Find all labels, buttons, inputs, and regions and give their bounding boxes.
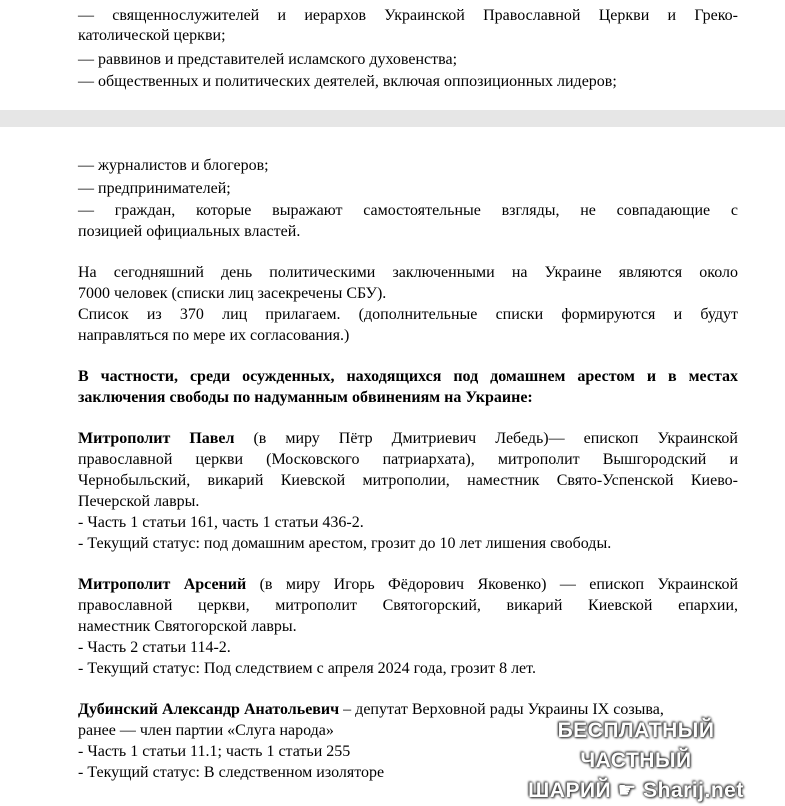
document-page-bottom <box>0 127 785 800</box>
section-heading: заключения свободы по надуманным обвинениям на Украине: <box>78 389 533 406</box>
page-separator <box>0 110 785 127</box>
paragraph-line: 7000 человек (списки лиц засекречены СБУ). <box>78 285 387 302</box>
entry-line: наместник Святогорской лавры. <box>78 618 297 635</box>
list-item: — общественных и политических деятелей, включая оппозиционных лидеров; <box>78 73 617 90</box>
entry-description: (в миру Пётр Дмитриевич Лебедь)— епископ Украинской <box>234 430 738 447</box>
entry-name: Дубинский Александр Анатольевич <box>78 701 340 718</box>
entry-line: - Текущий статус: Под следствием с апреля 2024 года, грозит 8 лет. <box>78 660 536 677</box>
list-item: — раввинов и представителей исламского духовенства; <box>78 51 458 68</box>
entry-name: Митрополит Арсений <box>78 576 247 593</box>
watermark-line: БЕСПЛАТНЫЙ ЧАСТНЫЙ <box>557 719 715 772</box>
entry-2-header <box>78 575 738 595</box>
list-item-continuation: позицией официальных властей. <box>78 223 301 240</box>
paragraph-line: На сегодняшний день политическими заключенными на Украине являются около <box>78 264 738 281</box>
list-item: — журналистов и блогеров; <box>78 157 269 174</box>
entry-description: (в миру Игорь Фёдорович Яковенко) — епископ Украинской <box>246 576 739 593</box>
list-item: — священнослужителей и иерархов Украинской Православной Церкви и Греко- <box>78 7 738 24</box>
entry-description: – депутат Верховной рады Украины IX созыва, <box>339 701 664 718</box>
watermark-line: ШАРИЙ ☛ Sharij.net <box>528 779 744 802</box>
paragraph-line: Список из 370 лиц прилагаем. (дополнительные списки формируются и будут <box>78 306 738 323</box>
entry-line: - Текущий статус: под домашним арестом, грозит до 10 лет лишения свободы. <box>78 535 612 552</box>
list-item-continuation: католической церкви; <box>78 27 226 44</box>
entry-line: Чернобыльский, викарий Киевской митрополии, наместник Свято-Успенской Киево- <box>78 472 738 489</box>
entry-name: Митрополит Павел <box>78 430 235 447</box>
entry-line: - Часть 1 статьи 11.1; часть 1 статьи 255 <box>78 743 351 760</box>
entry-line: - Часть 1 статьи 161, часть 1 статьи 436-2. <box>78 514 364 531</box>
entry-line: Печерской лавры. <box>78 493 200 510</box>
list-item: — граждан, которые выражают самостоятельные взгляды, не совпадающие с <box>78 202 738 219</box>
entry-line: - Часть 2 статьи 114-2. <box>78 639 231 656</box>
entry-line: православной церкви, митрополит Святогорский, викарий Киевской епархии, <box>78 597 738 614</box>
entry-line: православной церкви (Московского патриархата), митрополит Вышгородский и <box>78 451 738 468</box>
watermark <box>501 716 771 806</box>
list-item: — предпринимателей; <box>78 180 231 197</box>
entry-line: ранее — член партии «Слуга народа» <box>78 722 334 739</box>
section-heading: В частности, среди осужденных, находящихся под домашнем арестом и в местах <box>78 368 738 385</box>
paragraph-line: направляться по мере их согласования.) <box>78 327 350 344</box>
entry-line: - Текущий статус: В следственном изоляторе <box>78 764 385 781</box>
entry-1-header <box>78 429 738 449</box>
document-page-top <box>0 0 785 110</box>
